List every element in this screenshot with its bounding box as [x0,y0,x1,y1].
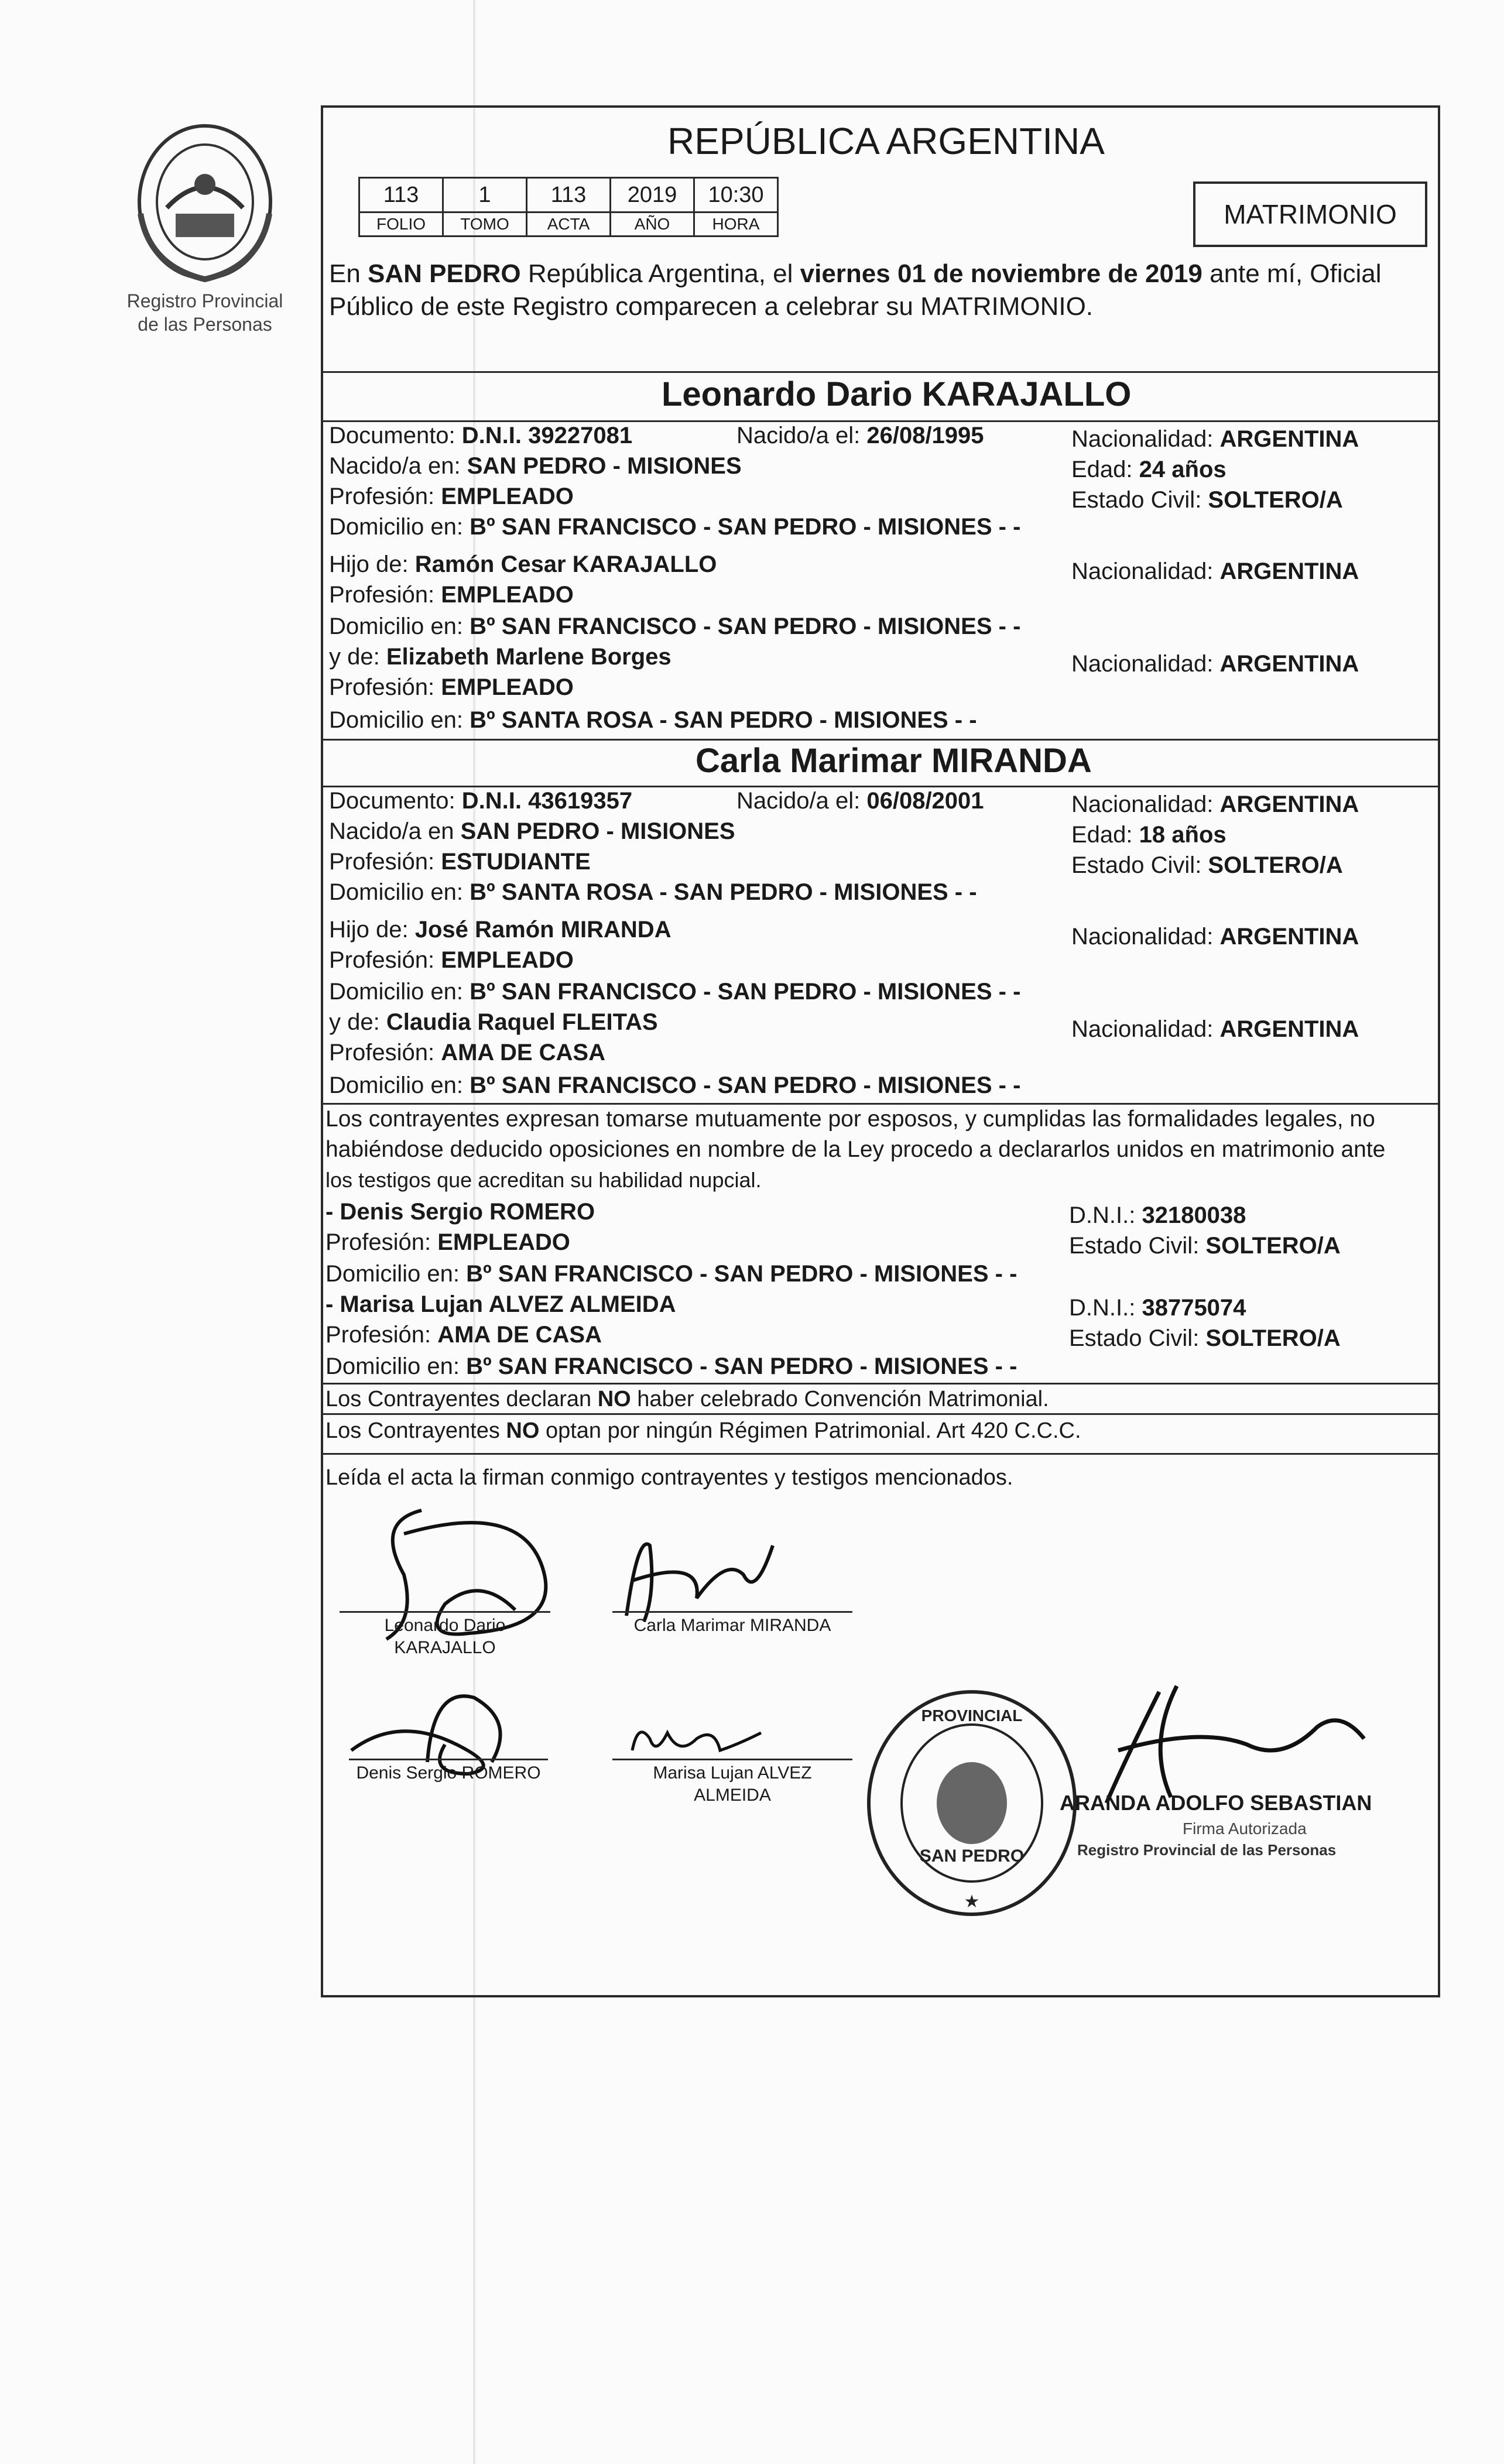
acta-value: 113 [527,178,611,213]
spouse2-doc: Documento: D.N.I. 43619357 [329,788,633,814]
registry-stamp-icon [861,1686,1083,1920]
spouse1-civil: Estado Civil: SOLTERO/A [1071,487,1343,513]
svg-text:★: ★ [964,1892,980,1911]
spouse2-mother-dom: Domicilio en: Bº SAN FRANCISCO - SAN PEDRO - MISIONES - - [329,1072,1021,1098]
spouse1-father-prof: Profesión: EMPLEADO [329,582,574,608]
spouse2-father-nat: Nacionalidad: ARGENTINA [1071,924,1359,950]
witness1-sign-label: Denis Sergio ROMERO [356,1763,541,1783]
divider [321,1383,1440,1384]
witness2-sign-line [612,1759,852,1760]
spouse1-dom: Domicilio en: Bº SAN FRANCISCO - SAN PEDRO - MISIONES - - [329,514,1021,540]
spouse1-prof: Profesión: EMPLEADO [329,484,574,509]
spouse1-age: Edad: 24 años [1071,457,1227,482]
witness2-dom: Domicilio en: Bº SAN FRANCISCO - SAN PEDRO - MISIONES - - [326,1353,1017,1379]
declaration-line-2: habiéndose deducido oposiciones en nombre de la Ley procedo a declararlos unidos en matrimonio ante [326,1137,1386,1162]
spouse1-born: Nacido/a el: 26/08/1995 [736,423,984,448]
witness1-prof: Profesión: EMPLEADO [326,1229,570,1255]
witness1-civil: Estado Civil: SOLTERO/A [1069,1233,1341,1259]
spouse1-sign-line [340,1611,550,1613]
spouse2-father-dom: Domicilio en: Bº SAN FRANCISCO - SAN PEDRO - MISIONES - - [329,979,1021,1005]
divider [321,1413,1440,1415]
svg-text:SAN PEDRO: SAN PEDRO [919,1846,1025,1866]
convention-line: Los Contrayentes declaran NO haber celebrado Convención Matrimonial. [326,1387,1049,1411]
spouse2-born: Nacido/a el: 06/08/2001 [736,788,984,814]
divider [321,1103,1440,1105]
witness2-prof: Profesión: AMA DE CASA [326,1322,602,1348]
declaration-line-3: los testigos que acreditan su habilidad nupcial. [326,1168,762,1192]
spouse2-place: Nacido/a en SAN PEDRO - MISIONES [329,818,735,844]
registry-label-2: de las Personas [138,314,272,335]
official-org: Registro Provincial de las Personas [1077,1841,1337,1859]
spouse1-sign-label-1: Leonardo Dario [384,1616,506,1635]
tomo-caption: TOMO [443,213,527,237]
anio-value: 2019 [611,178,694,213]
spouse2-name: Carla Marimar MIRANDA [696,742,1092,780]
page-title: REPÚBLICA ARGENTINA [667,120,1105,162]
spouse2-sign-label: Carla Marimar MIRANDA [633,1616,831,1635]
spouse1-mother-dom: Domicilio en: Bº SANTA ROSA - SAN PEDRO - MISIONES - - [329,707,977,733]
declaration-line-1: Los contrayentes expresan tomarse mutuamente por esposos, y cumplidas las formalidades legales, no [326,1106,1375,1132]
regime-line: Los Contrayentes NO optan por ningún Régimen Patrimonial. Art 420 C.C.C. [326,1418,1081,1443]
intro-line-1: En SAN PEDRO República Argentina, el viernes 01 de noviembre de 2019 ante mí, Oficial [329,259,1382,288]
spouse2-mother: y de: Claudia Raquel FLEITAS [329,1009,658,1035]
spouse2-prof: Profesión: ESTUDIANTE [329,849,591,875]
witness2-name: - Marisa Lujan ALVEZ ALMEIDA [326,1291,676,1317]
divider [321,371,1440,373]
hora-value: 10:30 [694,178,778,213]
registry-label-1: Registro Provincial [126,290,283,311]
closing-line: Leída el acta la firman conmigo contrayentes y testigos mencionados. [326,1465,1013,1490]
folio-caption: FOLIO [359,213,443,237]
spouse2-dom: Domicilio en: Bº SANTA ROSA - SAN PEDRO - MISIONES - - [329,879,977,905]
official-role: Firma Autorizada [1183,1819,1307,1838]
divider [321,739,1440,741]
witness1-sign-line [349,1759,548,1760]
spouse1-sign-label-2: KARAJALLO [394,1638,496,1657]
witness2-sign-label-1: Marisa Lujan ALVEZ [653,1763,812,1783]
spouse1-father-dom: Domicilio en: Bº SAN FRANCISCO - SAN PEDRO - MISIONES - - [329,614,1021,639]
witness2-sign-label-2: ALMEIDA [694,1786,771,1805]
witness1-name: - Denis Sergio ROMERO [326,1199,595,1225]
spouse1-doc: Documento: D.N.I. 39227081 [329,423,633,448]
official-name: ARANDA ADOLFO SEBASTIAN [1060,1791,1372,1815]
spouse2-mother-nat: Nacionalidad: ARGENTINA [1071,1016,1359,1042]
witness2-signature-icon [621,1715,773,1762]
witness2-civil: Estado Civil: SOLTERO/A [1069,1325,1341,1351]
witness1-dom: Domicilio en: Bº SAN FRANCISCO - SAN PEDRO - MISIONES - - [326,1261,1017,1287]
spouse1-place: Nacido/a en: SAN PEDRO - MISIONES [329,453,742,479]
spouse1-father: Hijo de: Ramón Cesar KARAJALLO [329,551,717,577]
tomo-value: 1 [443,178,527,213]
spouse2-father: Hijo de: José Ramón MIRANDA [329,917,672,943]
spouse1-mother: y de: Elizabeth Marlene Borges [329,644,672,670]
acta-caption: ACTA [527,213,611,237]
divider [321,1453,1440,1455]
svg-text:PROVINCIAL: PROVINCIAL [921,1706,1023,1725]
hora-caption: HORA [694,213,778,237]
spouse2-civil: Estado Civil: SOLTERO/A [1071,852,1343,878]
spouse2-father-prof: Profesión: EMPLEADO [329,947,574,973]
spouse1-name: Leonardo Dario KARAJALLO [662,375,1132,413]
spouse1-nat: Nacionalidad: ARGENTINA [1071,426,1359,452]
spouse2-mother-prof: Profesión: AMA DE CASA [329,1040,605,1065]
spouse1-father-nat: Nacionalidad: ARGENTINA [1071,558,1359,584]
folio-value: 113 [359,178,443,213]
act-type-box: MATRIMONIO [1193,181,1427,247]
spouse2-sign-line [612,1611,852,1613]
spouse2-nat: Nacionalidad: ARGENTINA [1071,791,1359,817]
spouse2-age: Edad: 18 años [1071,822,1227,848]
intro-line-2: Público de este Registro comparecen a celebrar su MATRIMONIO. [329,292,1094,321]
province-emblem-icon [126,120,284,284]
witness1-dni: D.N.I.: 32180038 [1069,1202,1246,1228]
header-fields-table [358,177,779,237]
spouse1-mother-prof: Profesión: EMPLEADO [329,674,574,700]
witness2-dni: D.N.I.: 38775074 [1069,1295,1246,1321]
anio-caption: AÑO [611,213,694,237]
spouse1-mother-nat: Nacionalidad: ARGENTINA [1071,651,1359,677]
